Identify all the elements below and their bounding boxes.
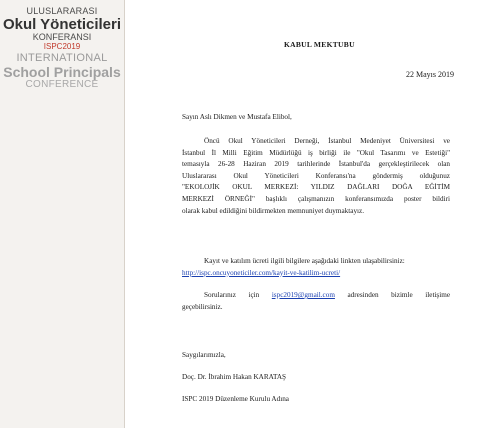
registration-link[interactable]: http://ispc.oncuyoneticiler.com/kayit-ve-katilim-ucreti/	[182, 268, 341, 277]
paragraph-line: Öncü Okul Yöneticileri Derneği, İstanbul Medeniyet Üniversitesi ve	[204, 137, 450, 145]
paragraph-line: olarak kabul edildiğini bildirmekten memnuniyet duymaktayız.	[182, 206, 365, 215]
logo-line-3: KONFERANSI	[32, 32, 92, 42]
closing: Saygılarımızla,	[182, 351, 226, 359]
paragraph-line: Uluslararası Okul Yöneticileri Konferansı'na göndermiş olduğunuz	[182, 171, 450, 180]
contact-text-after: adresinden bizimle iletişime	[347, 291, 451, 299]
logo-line-5: INTERNATIONAL	[16, 52, 108, 64]
registration-text: Kayıt ve katılım ücreti ilgili bilgilere aşağıdaki linkten ulaşabilirsiniz:	[204, 257, 405, 265]
conference-sidebar	[0, 0, 125, 428]
logo-line-1: ULUSLARARASI	[26, 6, 98, 16]
paragraph-line: "EKOLOJİK OKUL MERKEZİ: YILDIZ DAĞLARI DOĞA EĞİTİM	[182, 183, 450, 192]
paragraph-contact	[182, 290, 450, 313]
letter-date: 22 Mayıs 2019	[406, 70, 454, 79]
signer-name: Doç. Dr. İbrahim Hakan KARATAŞ	[182, 373, 287, 381]
conference-logo	[0, 0, 124, 90]
logo-line-2: Okul Yöneticileri	[2, 16, 122, 33]
logo-line-4: ISPC2019	[43, 42, 81, 51]
paragraph-registration	[182, 256, 450, 279]
letter-title: KABUL MEKTUBU	[284, 40, 355, 49]
logo-line-6: School Principals	[3, 64, 121, 80]
letter-page	[124, 0, 500, 428]
contact-line	[182, 290, 450, 302]
paragraph-line: MERKEZİ ÖRNEĞİ" başlıklı çalışmanızın konferansımızda poster bildiri	[182, 194, 450, 203]
contact-text-before: Sorularınız için	[204, 291, 260, 299]
paragraph-line: İstanbul İl Milli Eğitim Müdürlüğü iş birliği ile "Okul Tasarımı ve Estetiği"	[182, 148, 450, 157]
logo-line-7: CONFERENCE	[25, 79, 99, 90]
greeting: Sayın Aslı Dikmen ve Mustafa Elibol,	[182, 113, 292, 121]
contact-line-2: geçebilirsiniz.	[182, 302, 223, 311]
paragraph-line: temasıyla 26-28 Haziran 2019 tarihlerinde İstanbul'da gerçekleştirilecek olan	[182, 160, 450, 169]
paragraph-acceptance	[182, 136, 450, 217]
signer-title: ISPC 2019 Düzenleme Kurulu Adına	[182, 395, 290, 403]
contact-email-link[interactable]: ispc2019@gmail.com	[271, 291, 335, 299]
